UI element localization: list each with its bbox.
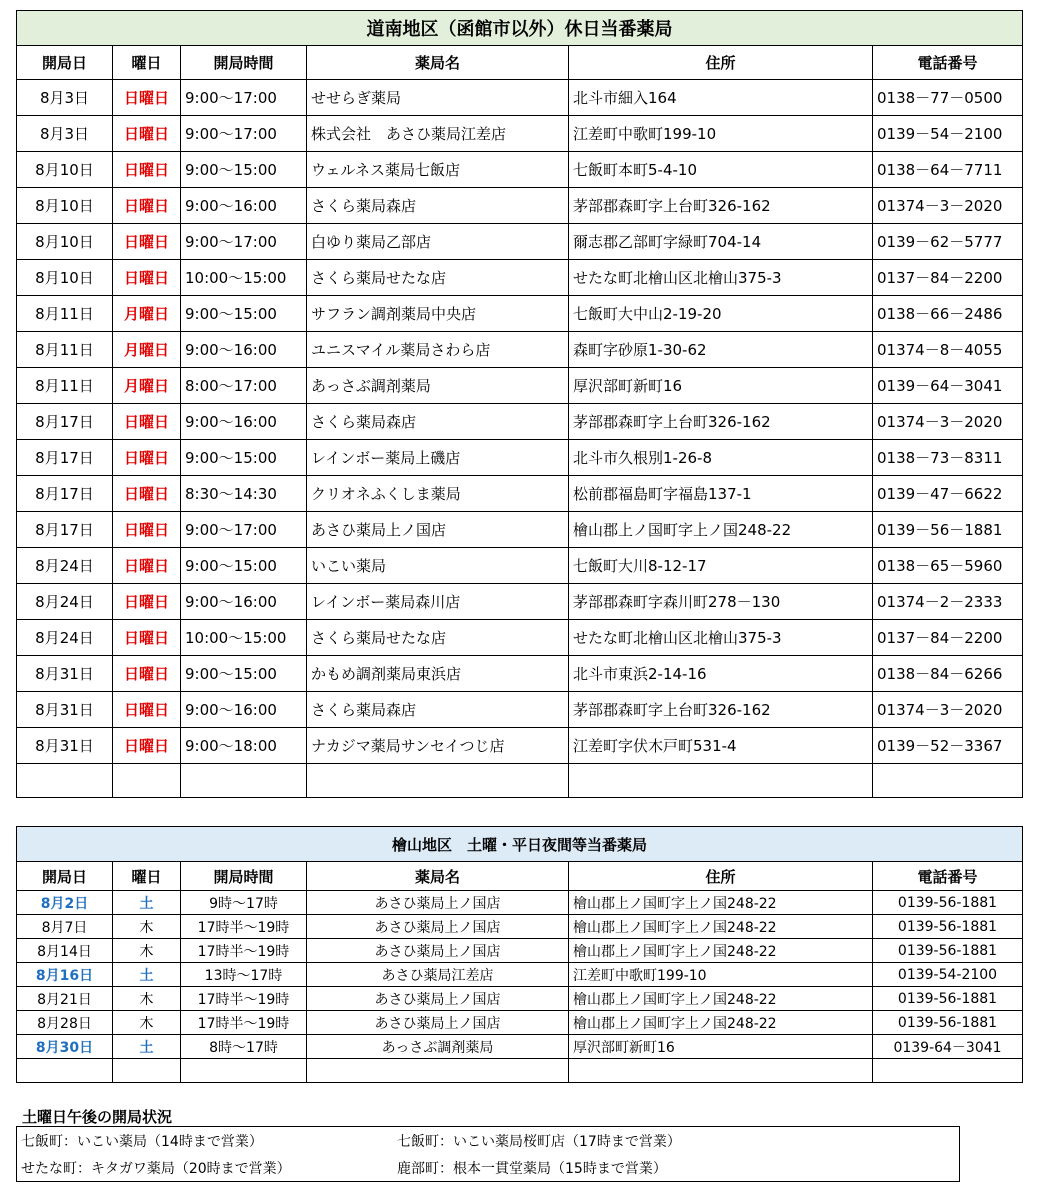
time-cell: 9:00～17:00 (181, 224, 307, 260)
time-cell: 9:00～18:00 (181, 728, 307, 764)
address-cell: 七飯町大中山2-19-20 (569, 296, 873, 332)
phone-cell: 0139-56-1881 (873, 1011, 1023, 1035)
holiday-pharmacy-table (16, 10, 1023, 798)
date-cell: 8月17日 (17, 476, 113, 512)
day-cell: 日曜日 (113, 548, 181, 584)
time-cell: 9:00～16:00 (181, 332, 307, 368)
address-cell: 江差町字伏木戸町531-4 (569, 728, 873, 764)
header-pharmacy: 薬局名 (307, 862, 569, 891)
address-cell: 檜山郡上ノ国町字上ノ国248-22 (569, 891, 873, 915)
phone-cell: 0137－84－2200 (873, 260, 1023, 296)
time-cell: 8:30～14:30 (181, 476, 307, 512)
time-cell: 9:00～15:00 (181, 548, 307, 584)
pharmacy-name-cell: 株式会社 あさひ薬局江差店 (307, 116, 569, 152)
empty-cell (181, 1059, 307, 1083)
phone-cell: 0138－84－6266 (873, 656, 1023, 692)
date-cell: 8月14日 (17, 939, 113, 963)
time-cell: 9:00～17:00 (181, 512, 307, 548)
day-cell: 土 (113, 963, 181, 987)
table-row (17, 620, 1023, 656)
time-cell: 9:00～17:00 (181, 80, 307, 116)
address-cell: 茅部郡森町字上台町326-162 (569, 404, 873, 440)
day-cell: 日曜日 (113, 260, 181, 296)
date-cell: 8月10日 (17, 152, 113, 188)
phone-cell: 0139－52－3367 (873, 728, 1023, 764)
pharmacy-name-cell: ナカジマ薬局サンセイつじ店 (307, 728, 569, 764)
table-row (17, 548, 1023, 584)
phone-cell: 0139-54-2100 (873, 963, 1023, 987)
day-cell: 日曜日 (113, 728, 181, 764)
day-cell: 日曜日 (113, 152, 181, 188)
date-cell: 8月10日 (17, 260, 113, 296)
phone-cell: 0139－47－6622 (873, 476, 1023, 512)
date-cell: 8月10日 (17, 188, 113, 224)
pharmacy-name-cell: あさひ薬局上ノ国店 (307, 987, 569, 1011)
address-cell: 茅部郡森町字上台町326-162 (569, 188, 873, 224)
phone-cell: 0139-56-1881 (873, 915, 1023, 939)
hiyama-pharmacy-table (16, 826, 1023, 1083)
pharmacy-name-cell: いこい薬局 (307, 548, 569, 584)
saturday-item: 七飯町：いこい薬局桜町店（17時まで営業） (397, 1134, 681, 1150)
saturday-item: 鹿部町：根本一貫堂薬局（15時まで営業） (397, 1161, 667, 1177)
pharmacy-name-cell: かもめ調剤薬局東浜店 (307, 656, 569, 692)
table-row (17, 656, 1023, 692)
address-cell: 爾志郡乙部町字緑町704-14 (569, 224, 873, 260)
time-cell: 17時半～19時 (181, 915, 307, 939)
phone-cell: 0137－84－2200 (873, 620, 1023, 656)
address-cell: 檜山郡上ノ国町字上ノ国248-22 (569, 987, 873, 1011)
time-cell: 9:00～15:00 (181, 296, 307, 332)
table-row (17, 891, 1023, 915)
address-cell: 茅部郡森町字上台町326-162 (569, 692, 873, 728)
header-time: 開局時間 (181, 46, 307, 80)
table-row (17, 476, 1023, 512)
pharmacy-name-cell: あさひ薬局上ノ国店 (307, 1011, 569, 1035)
time-cell: 9時～17時 (181, 891, 307, 915)
day-cell: 木 (113, 915, 181, 939)
phone-cell: 0138－64－7711 (873, 152, 1023, 188)
table-row (17, 116, 1023, 152)
date-cell: 8月2日 (17, 891, 113, 915)
day-cell: 日曜日 (113, 440, 181, 476)
address-cell: 厚沢部町新町16 (569, 1035, 873, 1059)
day-cell: 日曜日 (113, 188, 181, 224)
header-day: 曜日 (113, 46, 181, 80)
pharmacy-name-cell: さくら薬局森店 (307, 692, 569, 728)
day-cell: 月曜日 (113, 332, 181, 368)
table-row (17, 963, 1023, 987)
phone-cell: 0138－77－0500 (873, 80, 1023, 116)
header-address: 住所 (569, 46, 873, 80)
address-cell: 江差町中歌町199-10 (569, 963, 873, 987)
header-day: 曜日 (113, 862, 181, 891)
date-cell: 8月30日 (17, 1035, 113, 1059)
phone-cell: 01374－3－2020 (873, 188, 1023, 224)
pharmacy-name-cell: クリオネふくしま薬局 (307, 476, 569, 512)
date-cell: 8月3日 (17, 80, 113, 116)
address-cell: 檜山郡上ノ国町字上ノ国248-22 (569, 915, 873, 939)
table-row (17, 260, 1023, 296)
table-row (17, 512, 1023, 548)
day-cell: 日曜日 (113, 692, 181, 728)
date-cell: 8月7日 (17, 915, 113, 939)
pharmacy-name-cell: ウェルネス薬局七飯店 (307, 152, 569, 188)
date-cell: 8月3日 (17, 116, 113, 152)
time-cell: 10:00～15:00 (181, 260, 307, 296)
time-cell: 17時半～19時 (181, 1011, 307, 1035)
table-row (17, 692, 1023, 728)
phone-cell: 01374－3－2020 (873, 404, 1023, 440)
header-time: 開局時間 (181, 862, 307, 891)
date-cell: 8月17日 (17, 404, 113, 440)
empty-cell (181, 764, 307, 798)
date-cell: 8月10日 (17, 224, 113, 260)
table-row (17, 939, 1023, 963)
table-row (17, 368, 1023, 404)
pharmacy-name-cell: レインボー薬局森川店 (307, 584, 569, 620)
pharmacy-name-cell: あさひ薬局江差店 (307, 963, 569, 987)
address-cell: 松前郡福島町字福島137-1 (569, 476, 873, 512)
pharmacy-name-cell: さくら薬局せたな店 (307, 260, 569, 296)
phone-cell: 0139-56-1881 (873, 987, 1023, 1011)
time-cell: 10:00～15:00 (181, 620, 307, 656)
header-phone: 電話番号 (873, 862, 1023, 891)
time-cell: 9:00～16:00 (181, 692, 307, 728)
time-cell: 9:00～15:00 (181, 656, 307, 692)
empty-cell (873, 764, 1023, 798)
pharmacy-name-cell: レインボー薬局上磯店 (307, 440, 569, 476)
phone-cell: 0139-56-1881 (873, 891, 1023, 915)
address-cell: せたな町北檜山区北檜山375-3 (569, 620, 873, 656)
time-cell: 9:00～15:00 (181, 152, 307, 188)
empty-cell (569, 764, 873, 798)
day-cell: 木 (113, 1011, 181, 1035)
table-row (17, 332, 1023, 368)
phone-cell: 0138－66－2486 (873, 296, 1023, 332)
address-cell: 北斗市細入164 (569, 80, 873, 116)
phone-cell: 0139-56-1881 (873, 939, 1023, 963)
time-cell: 8時～17時 (181, 1035, 307, 1059)
header-date: 開局日 (17, 46, 113, 80)
date-cell: 8月16日 (17, 963, 113, 987)
empty-cell (113, 764, 181, 798)
table-row (17, 987, 1023, 1011)
pharmacy-name-cell: あさひ薬局上ノ国店 (307, 512, 569, 548)
day-cell: 日曜日 (113, 476, 181, 512)
table-row (17, 404, 1023, 440)
day-cell: 土 (113, 891, 181, 915)
date-cell: 8月11日 (17, 368, 113, 404)
header-pharmacy: 薬局名 (307, 46, 569, 80)
day-cell: 日曜日 (113, 620, 181, 656)
table-row (17, 915, 1023, 939)
phone-cell: 0138－73－8311 (873, 440, 1023, 476)
table-row (17, 152, 1023, 188)
date-cell: 8月24日 (17, 584, 113, 620)
address-cell: 北斗市久根別1-26-8 (569, 440, 873, 476)
date-cell: 8月21日 (17, 987, 113, 1011)
time-cell: 8:00～17:00 (181, 368, 307, 404)
day-cell: 木 (113, 987, 181, 1011)
time-cell: 9:00～16:00 (181, 584, 307, 620)
day-cell: 木 (113, 939, 181, 963)
date-cell: 8月24日 (17, 620, 113, 656)
table-row (17, 1011, 1023, 1035)
time-cell: 17時半～19時 (181, 987, 307, 1011)
empty-cell (873, 1059, 1023, 1083)
pharmacy-name-cell: さくら薬局森店 (307, 188, 569, 224)
phone-cell: 0139－64－3041 (873, 368, 1023, 404)
table-row-empty (17, 764, 1023, 798)
table-row (17, 80, 1023, 116)
date-cell: 8月31日 (17, 728, 113, 764)
pharmacy-name-cell: さくら薬局森店 (307, 404, 569, 440)
table-row (17, 188, 1023, 224)
empty-cell (307, 1059, 569, 1083)
saturday-item: 七飯町：いこい薬局（14時まで営業） (21, 1134, 263, 1150)
saturday-section-title: 土曜日午後の開局状況 (22, 1108, 173, 1126)
table-row-empty (17, 1059, 1023, 1083)
table-title: 檜山地区 土曜・平日夜間等当番薬局 (17, 827, 1023, 862)
table-row (17, 224, 1023, 260)
empty-cell (17, 1059, 113, 1083)
empty-cell (569, 1059, 873, 1083)
table-title: 道南地区（函館市以外）休日当番薬局 (17, 11, 1023, 46)
day-cell: 日曜日 (113, 224, 181, 260)
table-row (17, 1035, 1023, 1059)
pharmacy-name-cell: あっさぶ調剤薬局 (307, 1035, 569, 1059)
saturday-item: せたな町：キタガワ薬局（20時まで営業） (21, 1161, 291, 1177)
time-cell: 9:00～17:00 (181, 116, 307, 152)
header-date: 開局日 (17, 862, 113, 891)
table-row (17, 584, 1023, 620)
address-cell: 七飯町本町5-4-10 (569, 152, 873, 188)
address-cell: せたな町北檜山区北檜山375-3 (569, 260, 873, 296)
phone-cell: 01374－2－2333 (873, 584, 1023, 620)
table-row (17, 440, 1023, 476)
day-cell: 日曜日 (113, 404, 181, 440)
day-cell: 日曜日 (113, 584, 181, 620)
address-cell: 檜山郡上ノ国町字上ノ国248-22 (569, 939, 873, 963)
address-cell: 檜山郡上ノ国町字上ノ国248-22 (569, 1011, 873, 1035)
phone-cell: 0139-64－3041 (873, 1035, 1023, 1059)
empty-cell (17, 764, 113, 798)
date-cell: 8月28日 (17, 1011, 113, 1035)
day-cell: 土 (113, 1035, 181, 1059)
day-cell: 日曜日 (113, 116, 181, 152)
saturday-status-box (16, 1126, 960, 1182)
phone-cell: 0139－56－1881 (873, 512, 1023, 548)
date-cell: 8月17日 (17, 512, 113, 548)
date-cell: 8月31日 (17, 656, 113, 692)
phone-cell: 01374－3－2020 (873, 692, 1023, 728)
address-cell: 檜山郡上ノ国町字上ノ国248-22 (569, 512, 873, 548)
header-phone: 電話番号 (873, 46, 1023, 80)
phone-cell: 01374－8－4055 (873, 332, 1023, 368)
time-cell: 9:00～16:00 (181, 404, 307, 440)
empty-cell (113, 1059, 181, 1083)
pharmacy-name-cell: 白ゆり薬局乙部店 (307, 224, 569, 260)
day-cell: 月曜日 (113, 296, 181, 332)
time-cell: 9:00～16:00 (181, 188, 307, 224)
date-cell: 8月31日 (17, 692, 113, 728)
date-cell: 8月11日 (17, 296, 113, 332)
address-cell: 茅部郡森町字森川町278－130 (569, 584, 873, 620)
date-cell: 8月17日 (17, 440, 113, 476)
time-cell: 13時～17時 (181, 963, 307, 987)
date-cell: 8月11日 (17, 332, 113, 368)
address-cell: 七飯町大川8-12-17 (569, 548, 873, 584)
pharmacy-name-cell: あさひ薬局上ノ国店 (307, 891, 569, 915)
day-cell: 日曜日 (113, 80, 181, 116)
date-cell: 8月24日 (17, 548, 113, 584)
header-address: 住所 (569, 862, 873, 891)
pharmacy-name-cell: ユニスマイル薬局さわら店 (307, 332, 569, 368)
empty-cell (307, 764, 569, 798)
day-cell: 月曜日 (113, 368, 181, 404)
phone-cell: 0138－65－5960 (873, 548, 1023, 584)
day-cell: 日曜日 (113, 512, 181, 548)
address-cell: 江差町中歌町199-10 (569, 116, 873, 152)
time-cell: 17時半～19時 (181, 939, 307, 963)
address-cell: 厚沢部町新町16 (569, 368, 873, 404)
pharmacy-name-cell: サフラン調剤薬局中央店 (307, 296, 569, 332)
address-cell: 森町字砂原1-30-62 (569, 332, 873, 368)
table-row (17, 296, 1023, 332)
pharmacy-name-cell: せせらぎ薬局 (307, 80, 569, 116)
phone-cell: 0139－54－2100 (873, 116, 1023, 152)
table-row (17, 728, 1023, 764)
pharmacy-name-cell: さくら薬局せたな店 (307, 620, 569, 656)
phone-cell: 0139－62－5777 (873, 224, 1023, 260)
pharmacy-name-cell: あさひ薬局上ノ国店 (307, 915, 569, 939)
pharmacy-name-cell: あさひ薬局上ノ国店 (307, 939, 569, 963)
address-cell: 北斗市東浜2-14-16 (569, 656, 873, 692)
day-cell: 日曜日 (113, 656, 181, 692)
time-cell: 9:00～15:00 (181, 440, 307, 476)
pharmacy-name-cell: あっさぶ調剤薬局 (307, 368, 569, 404)
